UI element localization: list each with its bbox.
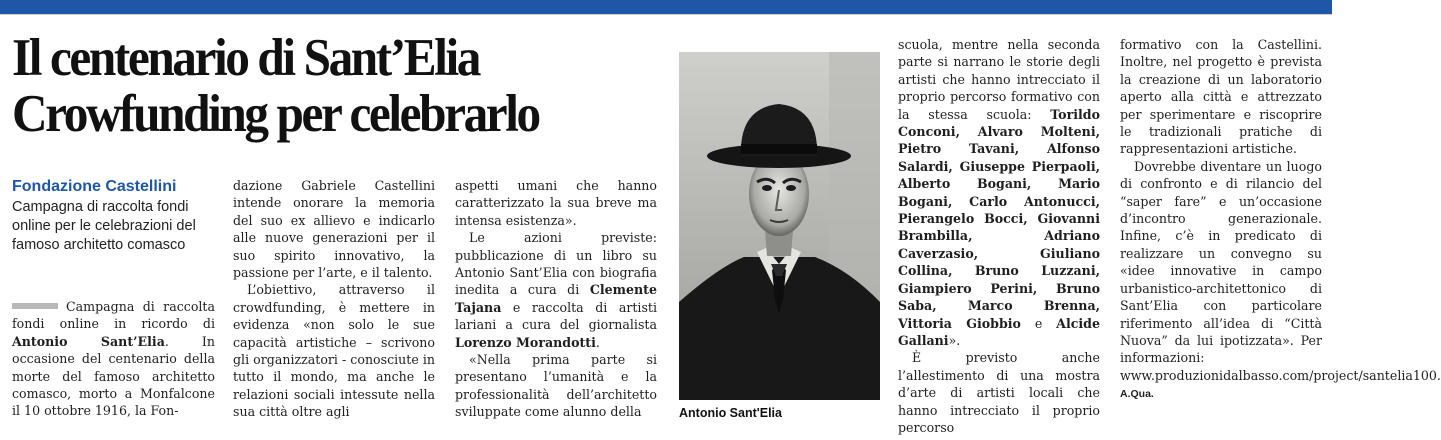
col5-artist-gallani: Alcide Gallani (898, 315, 1100, 348)
col3-bold-tajana: Clemente Tajana (455, 282, 657, 315)
col3-bold-morandotti: Lorenzo Morandotti (455, 334, 596, 350)
article-column-3 (455, 177, 657, 421)
top-color-bar (0, 0, 1332, 14)
col6-paragraph-2 (1120, 158, 1441, 404)
col1-bold-name: Antonio Sant’Elia (12, 333, 165, 349)
article-column-6 (1120, 36, 1441, 404)
article-column-5 (898, 36, 1100, 436)
headline-line-2: Crowfunding per celebrarlo (12, 85, 539, 143)
col3-paragraph-3: «Nella prima parte si presentano l’umanità e la professionalità dell’architetto sviluppate come alunno della (455, 352, 657, 420)
summary: Campagna di raccolta fondi online per le celebrazioni del famoso architetto comasco (12, 199, 196, 253)
col5-text-c: e (1020, 315, 1057, 331)
col2-paragraph-2: L’obiettivo, attraverso il crowdfunding, è mettere in evidenza «non solo le sue capacità artistiche – scrivono gli organizzatori - conosciute in tutto il mondo, ma anche le relazioni sociali intessute nella sua città oltre agli (233, 282, 435, 420)
col5-paragraph-1 (898, 36, 1100, 349)
col1-text-2: . In occasione del centenario della morte del famoso architetto comasco, morto a Monfalcone il 10 ottobre 1916, la Fon- (12, 333, 215, 419)
article-column-2 (233, 177, 435, 421)
col6-paragraph-1: formativo con la Castellini. Inoltre, nel progetto è prevista la creazione di un laboratorio aperto alla città e attrezzato per sperimentare e riscoprire le tradizionali pratiche di rappresentazioni artistiche. (1120, 37, 1322, 157)
portrait-photo (679, 52, 880, 400)
col3-paragraph-2 (455, 229, 657, 351)
col2-paragraph-1: dazione Gabriele Castellini intende onorare la memoria del suo ex allievo e indicarlo alle nuove generazioni per il suo spirito innovativo, la passione per l’arte, e il talento. (233, 178, 435, 281)
article-column-1 (12, 298, 215, 420)
col5-text-a: scuola, mentre nella seconda parte si narrano le storie degli artisti che hanno intrecciato il proprio percorso formativo con la stessa scuola: (898, 37, 1100, 122)
col5-text-e: ». (948, 332, 961, 348)
col3-text-a: Le azioni previste: pubblicazione di un libro su Antonio Sant’Elia con biografia inedita a cura di (455, 230, 657, 298)
kicker: Fondazione Castellini (12, 178, 177, 195)
author-signature: A.Qua. (1120, 388, 1154, 401)
col5-paragraph-2: È previsto anche l’allestimento di una mostra d’arte di artisti locali che hanno intrecciato il proprio percorso (898, 350, 1100, 435)
col5-artist-names: Torildo Conconi, Alvaro Molteni, Pietro Tavani, Alfonso Salardi, Giuseppe Pierpaoli, Alberto Bogani, Mario Bogani, Carlo Antonucci, Pierangelo Bocci, Giovanni Brambilla, Adriano Caverzasio, Giuliano Collina, Bruno Luzzani, Giampiero Perini, Bruno Saba, Marco Brenna, Vittoria Giobbio (898, 106, 1100, 331)
lead-marker (12, 303, 58, 309)
col3-text-c: e raccolta di artisti lariani a cura del giornalista (455, 299, 657, 333)
article-headline (12, 30, 617, 142)
col3-text-e: . (595, 334, 600, 350)
col3-paragraph-1: aspetti umani che hanno caratterizzato la sua breve ma intensa esistenza». (455, 178, 657, 228)
col6-text: Dovrebbe diventare un luogo di confronto e di rilancio del “saper fare” e un’occasione d’incontro generazionale. Infine, c’è in predicato di realizzare un convegno su «idee innovative in campo urbanistico-architettonico di Sant’Elia con particolare riferimento all’idea di “Città Nuova” da lui ipotizzata». Per informazioni: www.produzionidalbasso.com/project/santelia100. (1120, 158, 1441, 383)
top-divider (0, 14, 1332, 15)
col1-text-1: Campagna di raccolta fondi online in ricordo di (12, 299, 215, 332)
headline-line-1: Il centenario di Sant’Elia (12, 29, 480, 87)
photo-caption: Antonio Sant'Elia (679, 406, 782, 420)
portrait-illustration (679, 52, 880, 400)
